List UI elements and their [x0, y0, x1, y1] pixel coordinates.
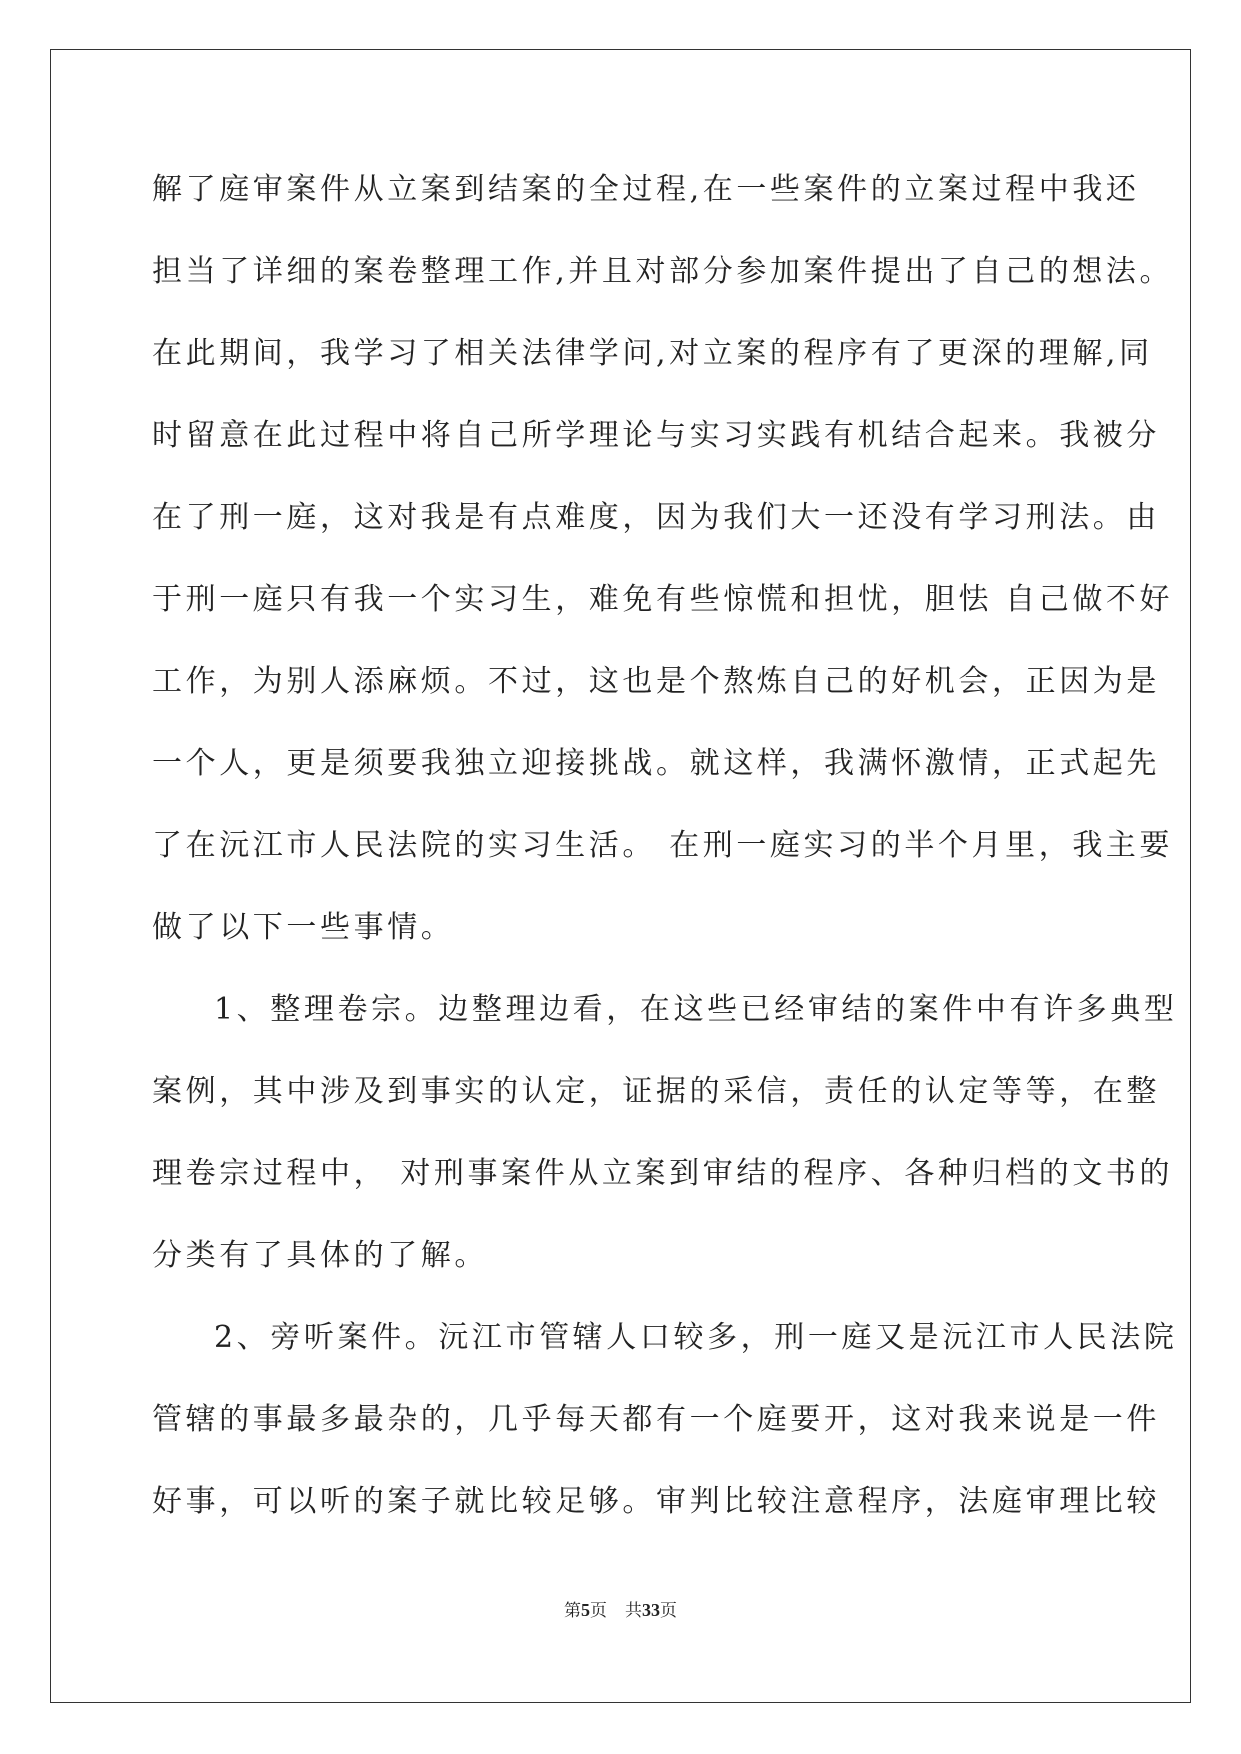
page-prefix: 第 [564, 1601, 581, 1620]
text-line: 好事，可以听的案子就比较足够。审判比较注意程序，法庭审理比较 [152, 1484, 1160, 1519]
text-line: 解了庭审案件从立案到结案的全过程,在一些案件的立案过程中我还 [152, 172, 1140, 207]
paragraph-first-line: 2、旁听案件。沅江市管辖人口较多，刑一庭又是沅江市人民法院 [214, 1320, 1178, 1355]
total-suffix: 页 [660, 1601, 677, 1620]
text-line: 在此期间，我学习了相关法律学问,对立案的程序有了更深的理解,同 [152, 336, 1153, 371]
text-line: 一个人，更是须要我独立迎接挑战。就这样，我满怀激情，正式起先 [152, 746, 1160, 781]
text-line: 管辖的事最多最杂的，几乎每天都有一个庭要开，这对我来说是一件 [152, 1402, 1160, 1437]
page-suffix: 页 [590, 1601, 607, 1620]
text-line: 担当了详细的案卷整理工作,并且对部分参加案件提出了自己的想法。 [152, 254, 1174, 289]
text-line: 理卷宗过程中， 对刑事案件从立案到审结的程序、各种归档的文书的 [152, 1156, 1174, 1191]
page-footer [0, 1596, 1241, 1621]
text-line: 在了刑一庭，这对我是有点难度，因为我们大一还没有学习刑法。由 [152, 500, 1160, 535]
text-line: 案例，其中涉及到事实的认定，证据的采信，责任的认定等等，在整 [152, 1074, 1160, 1109]
page-number: 5 [581, 1600, 590, 1620]
text-line: 分类有了具体的了解。 [152, 1238, 488, 1273]
total-pages: 33 [642, 1600, 660, 1620]
text-line: 于刑一庭只有我一个实习生，难免有些惊慌和担忧，胆怯 自己做不好 [152, 582, 1174, 617]
text-line: 工作，为别人添麻烦。不过，这也是个熬炼自己的好机会，正因为是 [152, 664, 1160, 699]
text-line: 做了以下一些事情。 [152, 910, 455, 945]
text-line: 了在沅江市人民法院的实习生活。 在刑一庭实习的半个月里，我主要 [152, 828, 1174, 863]
document-body [152, 162, 1178, 1556]
text-line: 时留意在此过程中将自己所学理论与实习实践有机结合起来。我被分 [152, 418, 1160, 453]
paragraph-first-line: 1、整理卷宗。边整理边看，在这些已经审结的案件中有许多典型 [214, 992, 1178, 1027]
total-prefix: 共 [625, 1601, 642, 1620]
